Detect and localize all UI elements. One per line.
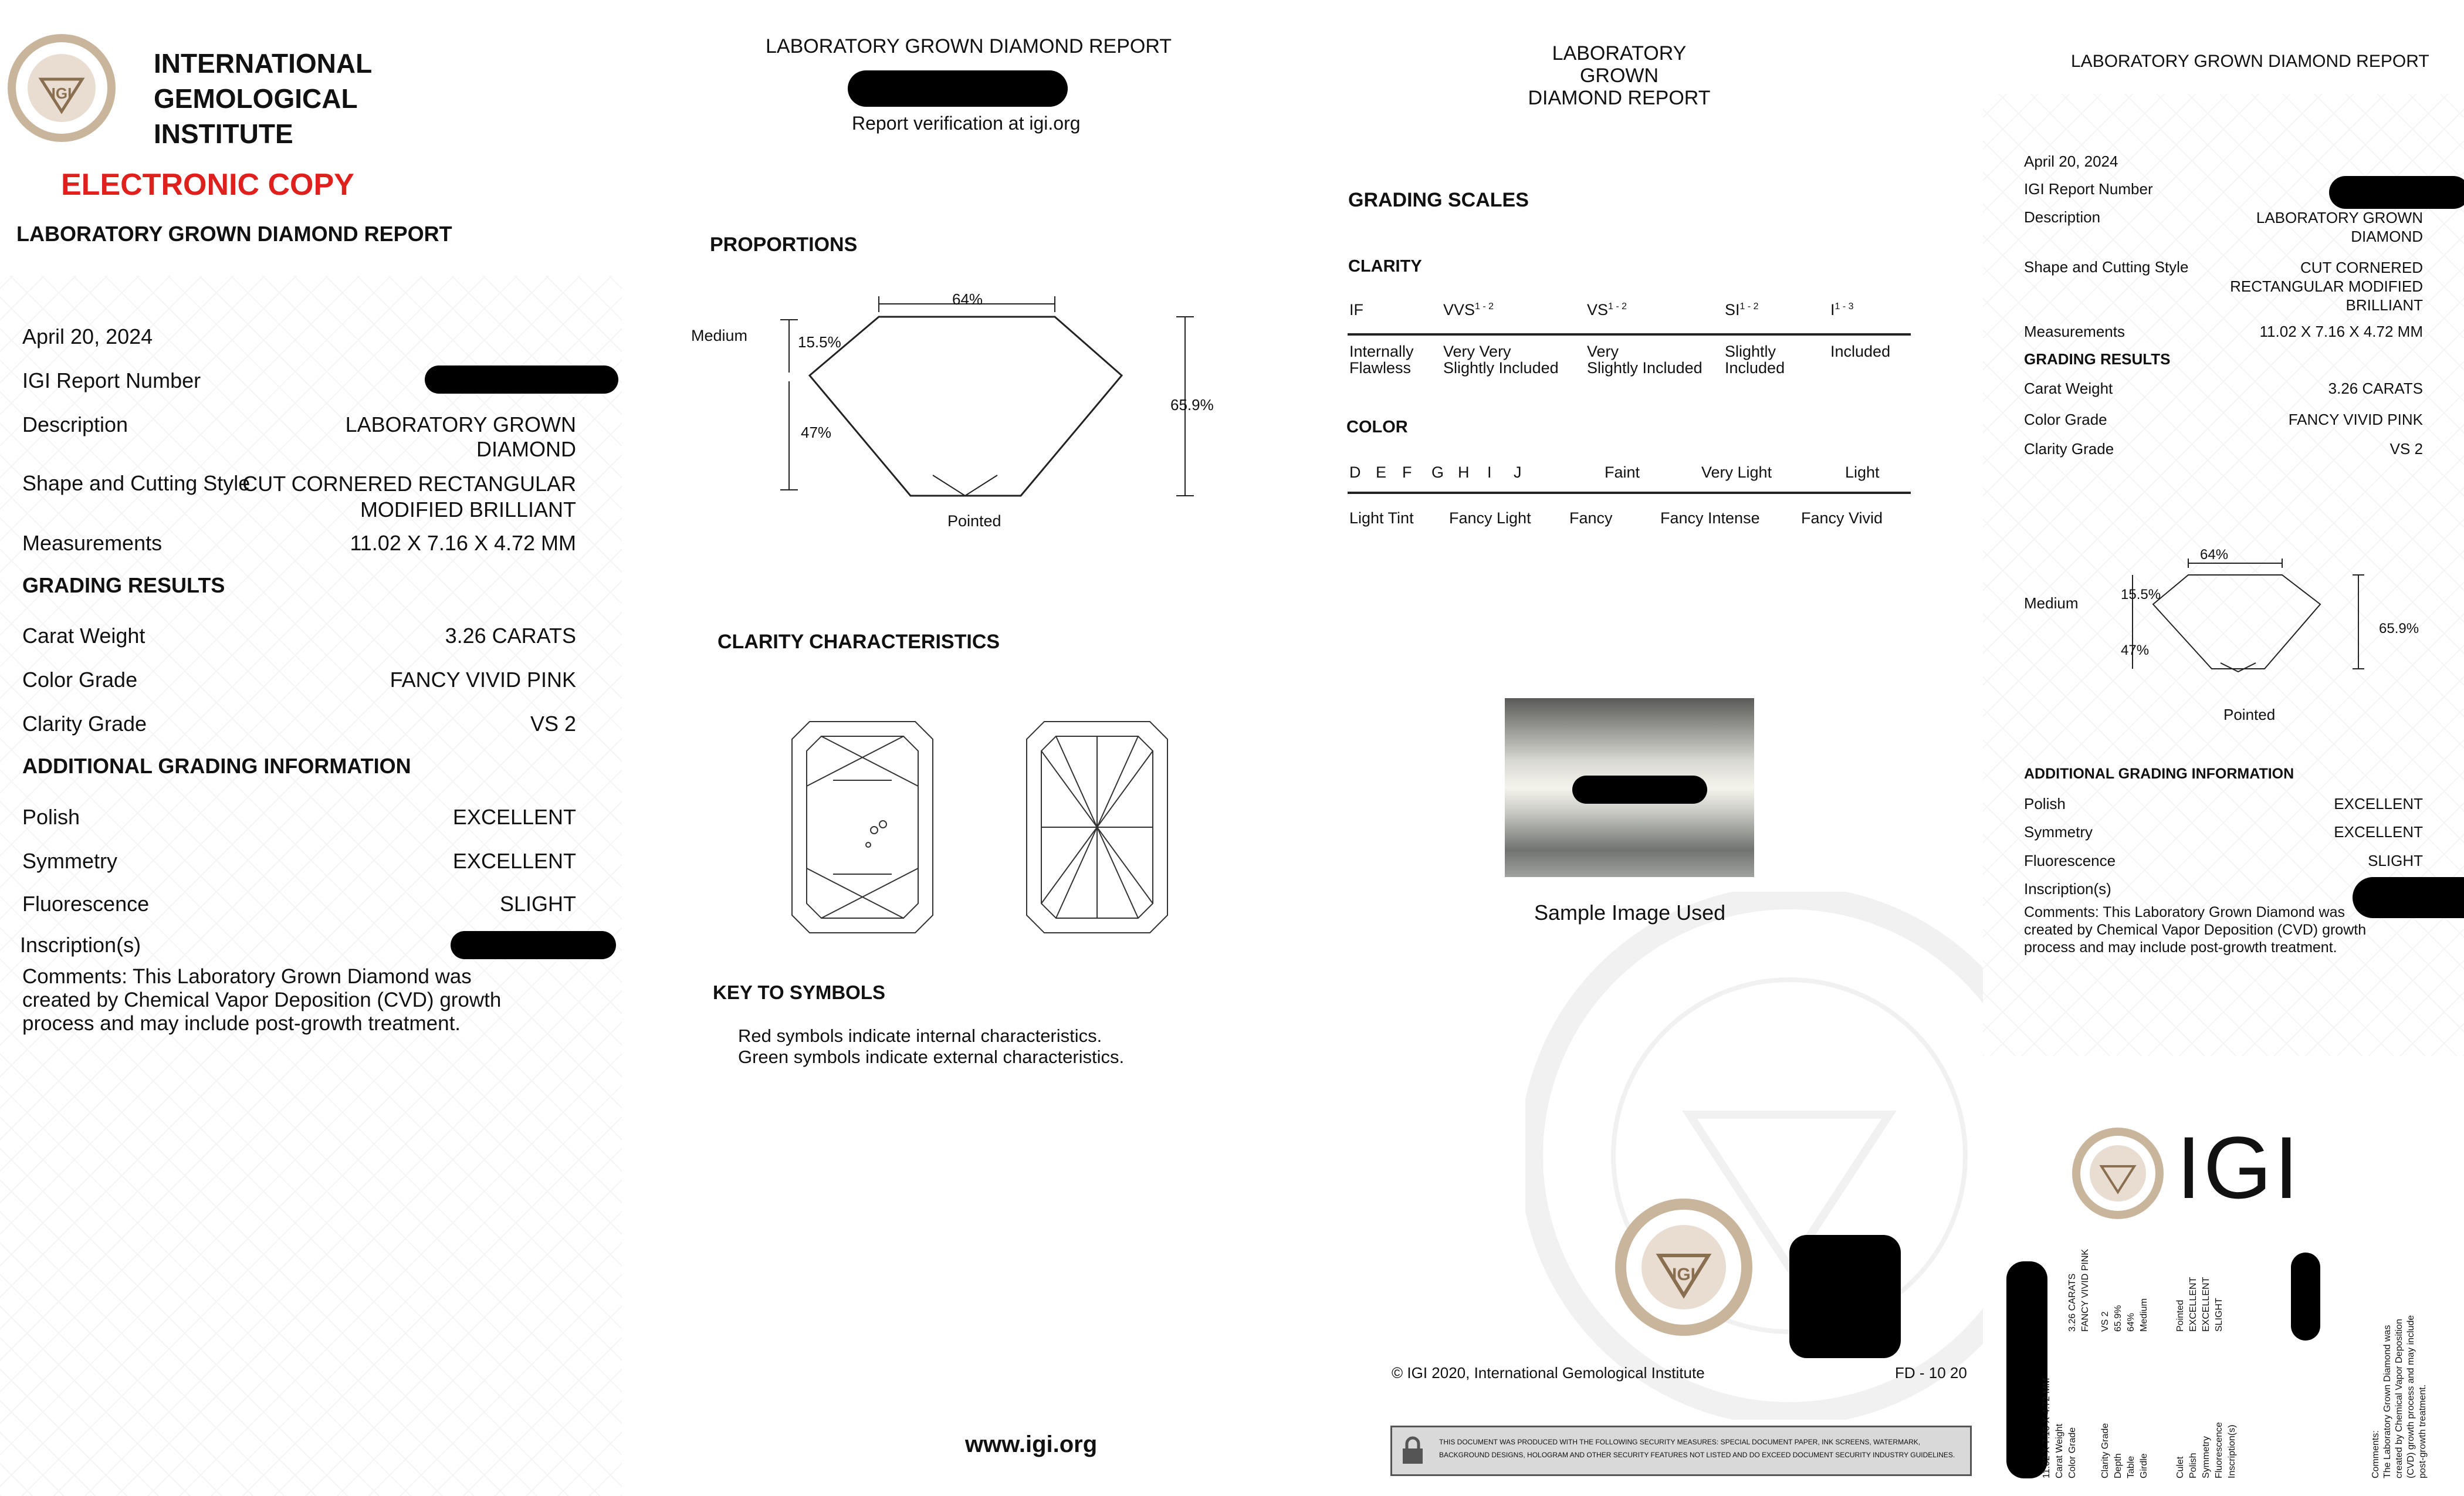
sample-image-caption: Sample Image Used xyxy=(1534,901,1726,925)
card-date: April 20, 2024 xyxy=(2024,153,2118,170)
card-culet-label: Pointed xyxy=(2223,706,2276,723)
measurements-label: Measurements xyxy=(22,531,163,555)
color-fancy: Fancy xyxy=(1569,509,1613,527)
key-heading: KEY TO SYMBOLS xyxy=(713,981,886,1003)
summary-strip xyxy=(2018,1248,2429,1490)
card-symmetry-label: Symmetry xyxy=(2024,823,2093,841)
redacted-inscription xyxy=(451,931,616,959)
redacted-sample-inscription xyxy=(1572,776,1707,804)
color-scale-line xyxy=(1348,492,1911,494)
card-title: LABORATORY GROWN DIAMOND REPORT xyxy=(2071,52,2429,71)
card-shape-value: CUT CORNERED RECTANGULAR MODIFIED BRILLIANT xyxy=(2230,259,2423,314)
color-j: J xyxy=(1514,463,1522,481)
strip-label: Table xyxy=(2126,1456,2136,1478)
inscription-label: Inscription(s) xyxy=(20,933,141,957)
additional-heading: ADDITIONAL GRADING INFORMATION xyxy=(22,754,411,778)
card-crown-percent: 15.5% xyxy=(2121,587,2161,603)
redacted-qr-code xyxy=(1789,1235,1901,1358)
clarity-scale-heading: CLARITY xyxy=(1348,257,1422,276)
card-inscription-label: Inscription(s) xyxy=(2024,880,2111,898)
background-seal-watermark xyxy=(1525,892,1983,1420)
clarity-grade-if: IF xyxy=(1349,301,1363,319)
proportions-heading: PROPORTIONS xyxy=(710,233,858,256)
strip-value: EXCELLENT xyxy=(2201,1277,2211,1332)
website-link[interactable]: www.igi.org xyxy=(965,1431,1098,1457)
card-polish-value: EXCELLENT xyxy=(2334,795,2423,813)
strip-label: Inscription(s) xyxy=(2227,1424,2237,1478)
igi-seal-logo xyxy=(2071,1126,2165,1220)
card-polish-label: Polish xyxy=(2024,795,2066,813)
strip-value: Medium xyxy=(2139,1298,2149,1332)
strip-label: Polish xyxy=(2188,1453,2198,1478)
card-details xyxy=(2024,153,2423,974)
shape-value: CUT CORNERED RECTANGULAR MODIFIED BRILLIANT xyxy=(242,472,576,522)
girdle-label: Medium xyxy=(691,327,748,344)
color-fancy-vivid: Fancy Vivid xyxy=(1801,509,1883,527)
strip-label: Fluorescence xyxy=(2214,1421,2224,1478)
color-f: F xyxy=(1402,463,1412,481)
proportions-panel xyxy=(622,0,1267,1496)
strip-label: Girdle xyxy=(2139,1453,2149,1478)
fluorescence-label: Fluorescence xyxy=(22,892,150,916)
color-d: D xyxy=(1349,463,1361,481)
symmetry-value: EXCELLENT xyxy=(452,849,576,873)
strip-label: Color Grade xyxy=(2067,1427,2077,1478)
strip-measurements: 11.02 X 7.16 X 4.72 MM xyxy=(2042,1377,2052,1478)
depth-percent: 65.9% xyxy=(1170,396,1214,414)
clarity-value: VS 2 xyxy=(530,712,576,736)
card-additional-heading: ADDITIONAL GRADING INFORMATION xyxy=(2024,766,2294,782)
card-clarity-label: Clarity Grade xyxy=(2024,440,2114,458)
description-label: Description xyxy=(22,412,128,436)
form-number: FD - 10 20 xyxy=(1895,1364,1967,1382)
igi-seal-logo xyxy=(1613,1197,1754,1338)
polish-label: Polish xyxy=(22,805,80,829)
report-title: LABORATORY GROWN DIAMOND REPORT xyxy=(16,222,452,246)
card-girdle-label: Medium xyxy=(2024,594,2079,612)
color-value: FANCY VIVID PINK xyxy=(390,668,576,692)
grading-scales-heading: GRADING SCALES xyxy=(1348,189,1529,211)
table-percent: 64% xyxy=(952,290,983,308)
proportions-diagram xyxy=(698,287,1267,546)
strip-label: Clarity Grade xyxy=(2100,1423,2110,1478)
color-e: E xyxy=(1376,463,1387,481)
clarity-scale-line xyxy=(1348,333,1911,336)
strip-value: 3.26 CARATS xyxy=(2067,1273,2077,1332)
card-table-percent: 64% xyxy=(2200,547,2229,563)
redacted-report-number xyxy=(848,70,1068,107)
color-light: Light xyxy=(1845,463,1880,481)
color-very-light: Very Light xyxy=(1701,463,1772,481)
strip-value: SLIGHT xyxy=(2214,1298,2224,1332)
description-value: LABORATORY GROWN DIAMOND xyxy=(345,412,576,461)
grading-results-heading: GRADING RESULTS xyxy=(22,573,225,597)
svg-text:IGI: IGI xyxy=(1671,1265,1696,1284)
copyright-text: © IGI 2020, International Gemological Institute xyxy=(1392,1364,1705,1382)
fluorescence-value: SLIGHT xyxy=(499,892,576,916)
strip-label: Symmetry xyxy=(2201,1436,2211,1478)
color-i: I xyxy=(1487,463,1492,481)
card-description-label: Description xyxy=(2024,208,2101,226)
clarity-desc-vvs: Very Very Slightly Included xyxy=(1443,343,1559,377)
card-number-label: IGI Report Number xyxy=(2024,180,2153,198)
clarity-characteristics-heading: CLARITY CHARACTERISTICS xyxy=(717,631,1000,653)
strip-label: Culet xyxy=(2175,1456,2185,1478)
clarity-plot-diagram xyxy=(786,716,1197,939)
clarity-grade-i: $I^{1 - 3}$ xyxy=(1830,301,1854,319)
strip-value: 65.9% xyxy=(2113,1305,2123,1332)
wallet-card-panel xyxy=(1983,0,2464,1496)
card-measurements-value: 11.02 X 7.16 X 4.72 MM xyxy=(2259,323,2423,340)
strip-value: EXCELLENT xyxy=(2188,1277,2198,1332)
igi-seal-logo xyxy=(6,32,117,144)
clarity-desc-if: Internally Flawless xyxy=(1349,343,1414,377)
electronic-copy-label: ELECTRONIC COPY xyxy=(61,168,354,202)
card-comments: Comments: This Laboratory Grown Diamond was created by Chemical Vapor Deposition (CVD) growth process and may include post-growth treatment. xyxy=(2024,904,2367,956)
igi-wordmark: IGI xyxy=(2177,1118,2301,1217)
strip-carat-label: Carat Weight xyxy=(2055,1423,2064,1478)
report-date: April 20, 2024 xyxy=(22,324,153,348)
redacted-card-number xyxy=(2329,176,2464,209)
strip-label: Depth xyxy=(2113,1453,2123,1478)
card-grading-results-heading: GRADING RESULTS xyxy=(2024,350,2171,368)
clarity-label: Clarity Grade xyxy=(22,712,147,736)
security-notice-text: THIS DOCUMENT WAS PRODUCED WITH THE FOLLOWING SECURITY MEASURES: SPECIAL DOCUMENT PAPER, INK SCREENS, WATERMARK, BACKGROUND DESIGNS, HOLOGRAM AND OTHER SECURITY FEATURES NOT LISTED AND DO EXCEED DOCUMENT SECURITY INDUSTRY GUIDELINES. xyxy=(1439,1438,1955,1459)
measurements-value: 11.02 X 7.16 X 4.72 MM xyxy=(350,531,576,555)
crown-percent: 15.5% xyxy=(798,333,841,351)
clarity-grade-vs: VS$^{1 - 2}$ xyxy=(1587,301,1627,319)
strip-value: 64% xyxy=(2126,1312,2136,1332)
card-proportions-diagram xyxy=(2106,557,2388,704)
comments: Comments: This Laboratory Grown Diamond was created by Chemical Vapor Deposition (CVD) growth process and may include post-growth treatment. xyxy=(22,965,502,1035)
color-fancy-intense: Fancy Intense xyxy=(1660,509,1760,527)
strip-comments: Comments: The Laboratory Grown Diamond was created by Chemical Vapor Deposition (CVD) growth process and may include post-growth treatment. xyxy=(2371,1315,2428,1478)
key-lines: Red symbols indicate internal characteristics. Green symbols indicate external characteristics. xyxy=(738,1025,1125,1067)
report-title: LABORATORY GROWN DIAMOND REPORT xyxy=(1528,42,1711,109)
institute-name: INTERNATIONAL GEMOLOGICAL INSTITUTE xyxy=(154,48,373,149)
card-depth-percent: 65.9% xyxy=(2379,621,2419,637)
card-measurements-label: Measurements xyxy=(2024,323,2125,340)
card-fluorescence-value: SLIGHT xyxy=(2368,852,2423,869)
color-scale-heading: COLOR xyxy=(1346,418,1408,436)
card-clarity-value: VS 2 xyxy=(2389,440,2423,458)
svg-text:IGI: IGI xyxy=(51,84,72,102)
carat-label: Carat Weight xyxy=(22,624,145,648)
verification-text: Report verification at igi.org xyxy=(852,113,1081,134)
report-title: LABORATORY GROWN DIAMOND REPORT xyxy=(766,35,1172,57)
clarity-desc-vs: Very Slightly Included xyxy=(1587,343,1703,377)
card-description-value: LABORATORY GROWN DIAMOND xyxy=(2256,209,2423,245)
security-notice-box xyxy=(1390,1426,1972,1476)
carat-value: 3.26 CARATS xyxy=(445,624,576,648)
color-fancy-light: Fancy Light xyxy=(1449,509,1531,527)
clarity-grade-vvs: VVS$^{1 - 2}$ xyxy=(1443,301,1494,319)
report-number-label: IGI Report Number xyxy=(22,368,201,392)
card-carat-value: 3.26 CARATS xyxy=(2328,380,2423,397)
symmetry-label: Symmetry xyxy=(22,849,117,873)
color-label: Color Grade xyxy=(22,668,138,692)
card-color-value: FANCY VIVID PINK xyxy=(2288,411,2423,428)
card-carat-label: Carat Weight xyxy=(2024,380,2113,397)
card-shape-label: Shape and Cutting Style xyxy=(2024,258,2189,276)
clarity-grade-si: SI$^{1 - 2}$ xyxy=(1725,301,1759,319)
card-symmetry-value: EXCELLENT xyxy=(2334,823,2423,841)
culet-label: Pointed xyxy=(947,512,1001,530)
lock-icon xyxy=(1397,1434,1429,1466)
card-pavilion-percent: 47% xyxy=(2121,642,2150,658)
report-summary-panel xyxy=(0,0,622,1496)
color-light-tint: Light Tint xyxy=(1349,509,1414,527)
shape-label: Shape and Cutting Style xyxy=(22,471,251,495)
card-fluorescence-label: Fluorescence xyxy=(2024,852,2116,869)
redacted-report-number xyxy=(425,365,618,394)
color-faint: Faint xyxy=(1605,463,1640,481)
strip-value: VS 2 xyxy=(2100,1311,2110,1332)
color-h: H xyxy=(1458,463,1470,481)
strip-value: FANCY VIVID PINK xyxy=(2080,1248,2090,1332)
report-details xyxy=(22,320,576,1047)
clarity-desc-i: Included xyxy=(1830,343,1891,360)
redacted-card-inscription xyxy=(2353,877,2464,918)
pavilion-percent: 47% xyxy=(801,424,832,441)
polish-value: EXCELLENT xyxy=(452,805,576,829)
card-color-label: Color Grade xyxy=(2024,411,2107,428)
color-g: G xyxy=(1431,463,1444,481)
grading-scales-panel xyxy=(1267,0,1983,1496)
strip-value: Pointed xyxy=(2175,1299,2185,1332)
clarity-desc-si: Slightly Included xyxy=(1725,343,1785,377)
